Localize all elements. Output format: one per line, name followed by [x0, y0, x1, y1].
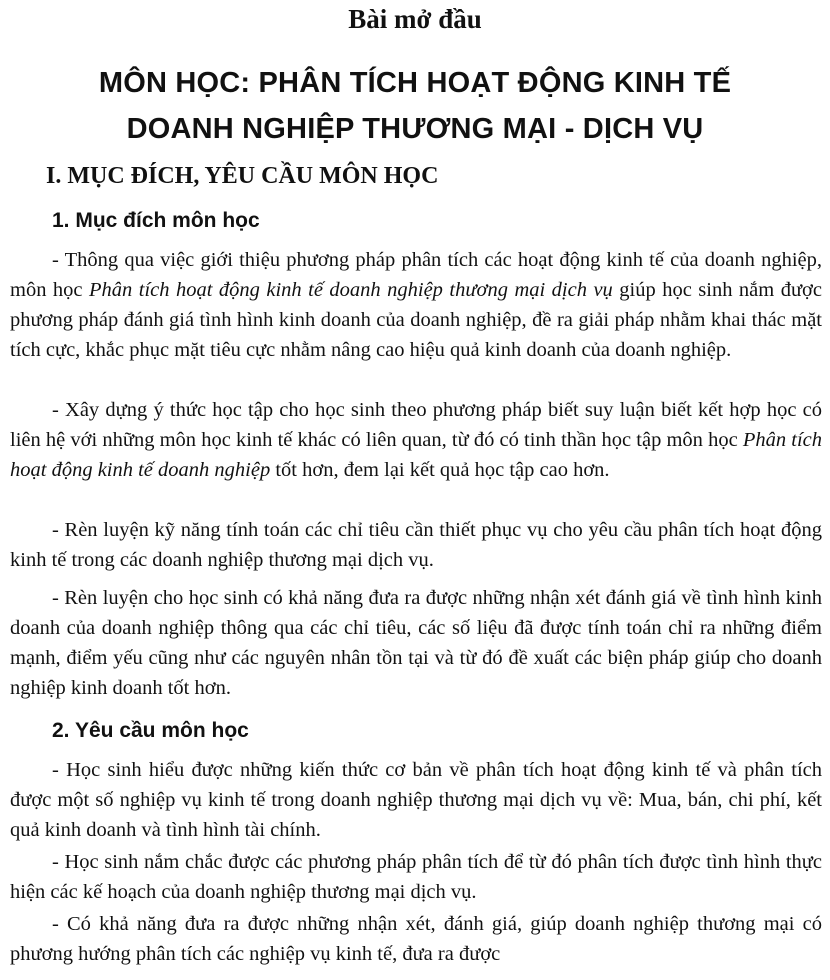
subject-title — [40, 60, 790, 152]
paragraph-text: - Thông qua việc giới thiệu phương pháp phân tích các hoạt động kinh tế của doanh nghiệp, môn học — [10, 249, 822, 301]
paragraph-purpose-4: - Rèn luyện cho học sinh có khả năng đưa ra được những nhận xét đánh giá về tình hình kinh doanh của doanh nghiệp thông qua các chỉ tiêu, các số liệu đã được tính toán chỉ ra những điểm mạnh, điểm yếu cũng như các nguyên nhân tồn tại và từ đó đề xuất các biện pháp giúp cho doanh nghiệp kinh doanh tốt hơn. — [10, 587, 822, 699]
paragraph-requirements-2: - Học sinh nắm chắc được các phương pháp phân tích để từ đó phân tích được tình hình thực hiện các kế hoạch của doanh nghiệp thương mại dịch vụ. — [10, 851, 822, 903]
sub-heading-purpose: 1. Mục đích môn học — [52, 209, 260, 232]
subject-title-line-2: DOANH NGHIỆP THƯƠNG MẠI - DỊCH VỤ — [126, 113, 704, 145]
paragraph-requirements-3: - Có khả năng đưa ra được những nhận xét, đánh giá, giúp doanh nghiệp thương mại có phương hướng phân tích các nghiệp vụ kinh tế, đưa ra được — [10, 913, 822, 965]
section-heading: I. MỤC ĐÍCH, YÊU CẦU MÔN HỌC — [46, 163, 439, 189]
course-name-italic: Phân tích hoạt động kinh tế doanh nghiệp thương mại dịch vụ — [89, 279, 613, 301]
sub-heading-requirements: 2. Yêu cầu môn học — [52, 719, 249, 742]
paragraph-purpose-2 — [10, 395, 822, 485]
paragraph-purpose-3: - Rèn luyện kỹ năng tính toán các chỉ tiêu cần thiết phục vụ cho yêu cầu phân tích hoạt động kinh tế trong các doanh nghiệp thương mại dịch vụ. — [10, 519, 822, 571]
paragraph-text: - Xây dựng ý thức học tập cho học sinh theo phương pháp biết suy luận biết kết hợp học có liên hệ với những môn học kinh tế khác có liên quan, từ đó có tinh thần học tập môn học — [10, 399, 822, 451]
paragraph-text: tốt hơn, đem lại kết quả học tập cao hơn. — [270, 459, 610, 481]
subject-title-line-1: MÔN HỌC: PHÂN TÍCH HOẠT ĐỘNG KINH TẾ — [98, 67, 732, 99]
paragraph-requirements-1: - Học sinh hiểu được những kiến thức cơ bản về phân tích hoạt động kinh tế và phân tích được một số nghiệp vụ kinh tế trong doanh nghiệp thương mại dịch vụ về: Mua, bán, chi phí, kết quả kinh doanh và tình hình tài chính. — [10, 759, 822, 841]
paragraph-purpose-1 — [10, 245, 822, 365]
paragraph-text: giúp học sinh nắm được phương pháp đánh giá tình hình kinh doanh của doanh nghiệp, đề ra giải pháp nhằm khai thác mặt tích cực, khắc phục mặt tiêu cực nhằm nâng cao hiệu quả kinh doanh của doanh nghiệp. — [10, 279, 822, 361]
intro-title: Bài mở đầu — [348, 4, 482, 34]
course-name-italic: Phân tích hoạt động kinh tế doanh nghiệp — [10, 429, 822, 481]
